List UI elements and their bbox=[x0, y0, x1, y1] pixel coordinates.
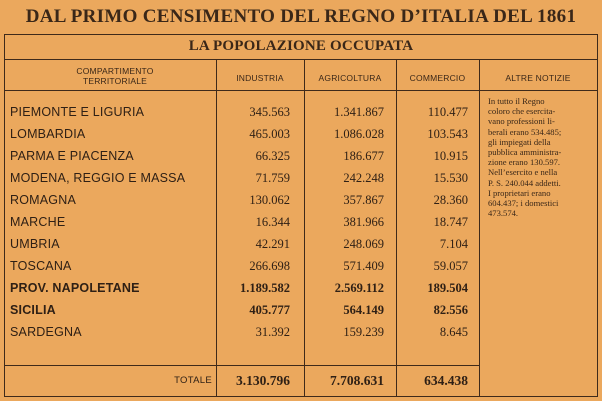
agriculture-value: 1.086.028 bbox=[334, 127, 384, 141]
agriculture-value: 186.677 bbox=[343, 149, 384, 163]
commerce-value: 82.556 bbox=[433, 303, 468, 317]
border-right bbox=[597, 34, 598, 396]
divider-header bbox=[4, 90, 598, 91]
commerce-value: 18.747 bbox=[433, 215, 468, 229]
region-name: TOSCANA bbox=[10, 259, 72, 273]
commerce-value: 28.360 bbox=[433, 193, 468, 207]
agriculture-value: 2.569.112 bbox=[334, 281, 384, 295]
table-subtitle: LA POPOLAZIONE OCCUPATA bbox=[188, 38, 414, 54]
agriculture-value: 242.248 bbox=[343, 171, 384, 185]
total-agriculture: 7.708.631 bbox=[330, 373, 384, 388]
border-left bbox=[4, 34, 5, 396]
header-region-line2: TERRITORIALE bbox=[82, 76, 148, 86]
agriculture-value: 381.966 bbox=[343, 215, 384, 229]
region-name: MARCHE bbox=[10, 215, 66, 229]
header-agriculture: AGRICOLTURA bbox=[318, 73, 382, 83]
divider-top bbox=[4, 34, 598, 35]
notes-line: In tutto il Regno bbox=[488, 96, 545, 106]
region-name: SICILIA bbox=[10, 303, 56, 317]
notes-line: Nell’esercito e nella bbox=[488, 167, 558, 178]
commerce-value: 15.530 bbox=[433, 171, 468, 185]
industry-value: 66.325 bbox=[255, 149, 290, 163]
region-name: PIEMONTE E LIGURIA bbox=[10, 105, 145, 119]
region-name: MODENA, REGGIO E MASSA bbox=[10, 171, 186, 185]
header-region-line1: COMPARTIMENTO bbox=[76, 66, 154, 76]
industry-value: 130.062 bbox=[249, 193, 290, 207]
industry-value: 71.759 bbox=[255, 171, 290, 185]
industry-value: 266.698 bbox=[249, 259, 290, 273]
page-title: DAL PRIMO CENSIMENTO DEL REGNO D’ITALIA DEL 1861 bbox=[25, 6, 577, 27]
notes-line: 604.437; i domestici bbox=[488, 198, 559, 209]
industry-value: 1.189.582 bbox=[240, 281, 290, 295]
notes-line: P. S. 240.044 addetti. bbox=[488, 177, 561, 188]
industry-value: 465.003 bbox=[249, 127, 290, 141]
divider-subtitle bbox=[4, 59, 598, 60]
region-name: LOMBARDIA bbox=[10, 127, 86, 141]
region-name: ROMAGNA bbox=[10, 193, 76, 207]
agriculture-value: 1.341.867 bbox=[334, 105, 384, 119]
region-name: SARDEGNA bbox=[10, 325, 82, 339]
notes-line: 473.574. bbox=[488, 208, 519, 219]
commerce-value: 10.915 bbox=[433, 149, 468, 163]
totals-label: TOTALE bbox=[174, 375, 212, 386]
industry-value: 42.291 bbox=[255, 237, 290, 251]
col-sep-4 bbox=[479, 59, 480, 396]
agriculture-value: 248.069 bbox=[343, 237, 384, 251]
commerce-value: 103.543 bbox=[427, 127, 468, 141]
region-name: PROV. NAPOLETANE bbox=[10, 281, 140, 295]
notes-line: I proprietari erano bbox=[488, 187, 551, 198]
region-name: UMBRIA bbox=[10, 237, 60, 251]
divider-totals bbox=[4, 365, 479, 366]
notes-line: berali erano 534.485; bbox=[488, 126, 562, 137]
header-commerce: COMMERCIO bbox=[409, 73, 466, 83]
agriculture-value: 564.149 bbox=[343, 303, 384, 317]
notes-line: coloro che esercita- bbox=[488, 106, 556, 117]
total-commerce: 634.438 bbox=[424, 373, 468, 388]
header-notes: ALTRE NOTIZIE bbox=[505, 73, 571, 83]
industry-value: 405.777 bbox=[249, 303, 290, 317]
other-notes bbox=[488, 96, 592, 218]
agriculture-value: 159.239 bbox=[343, 325, 384, 339]
commerce-value: 189.504 bbox=[427, 281, 468, 295]
commerce-value: 110.477 bbox=[427, 105, 468, 119]
commerce-value: 8.645 bbox=[439, 325, 468, 339]
commerce-value: 7.104 bbox=[439, 237, 468, 251]
notes-line: vano professioni li- bbox=[488, 116, 555, 127]
industry-value: 16.344 bbox=[255, 215, 290, 229]
notes-line: pubblica amministra- bbox=[488, 147, 562, 158]
header-industry: INDUSTRIA bbox=[236, 73, 284, 83]
agriculture-value: 571.409 bbox=[343, 259, 384, 273]
region-name: PARMA E PIACENZA bbox=[10, 149, 134, 163]
industry-value: 31.392 bbox=[255, 325, 290, 339]
divider-bottom bbox=[4, 396, 598, 397]
agriculture-value: 357.867 bbox=[343, 193, 384, 207]
total-industry: 3.130.796 bbox=[236, 373, 290, 388]
notes-line: gli impiegati della bbox=[488, 136, 551, 147]
notes-line: zione erano 130.597. bbox=[488, 157, 561, 168]
commerce-value: 59.057 bbox=[433, 259, 468, 273]
industry-value: 345.563 bbox=[249, 105, 290, 119]
